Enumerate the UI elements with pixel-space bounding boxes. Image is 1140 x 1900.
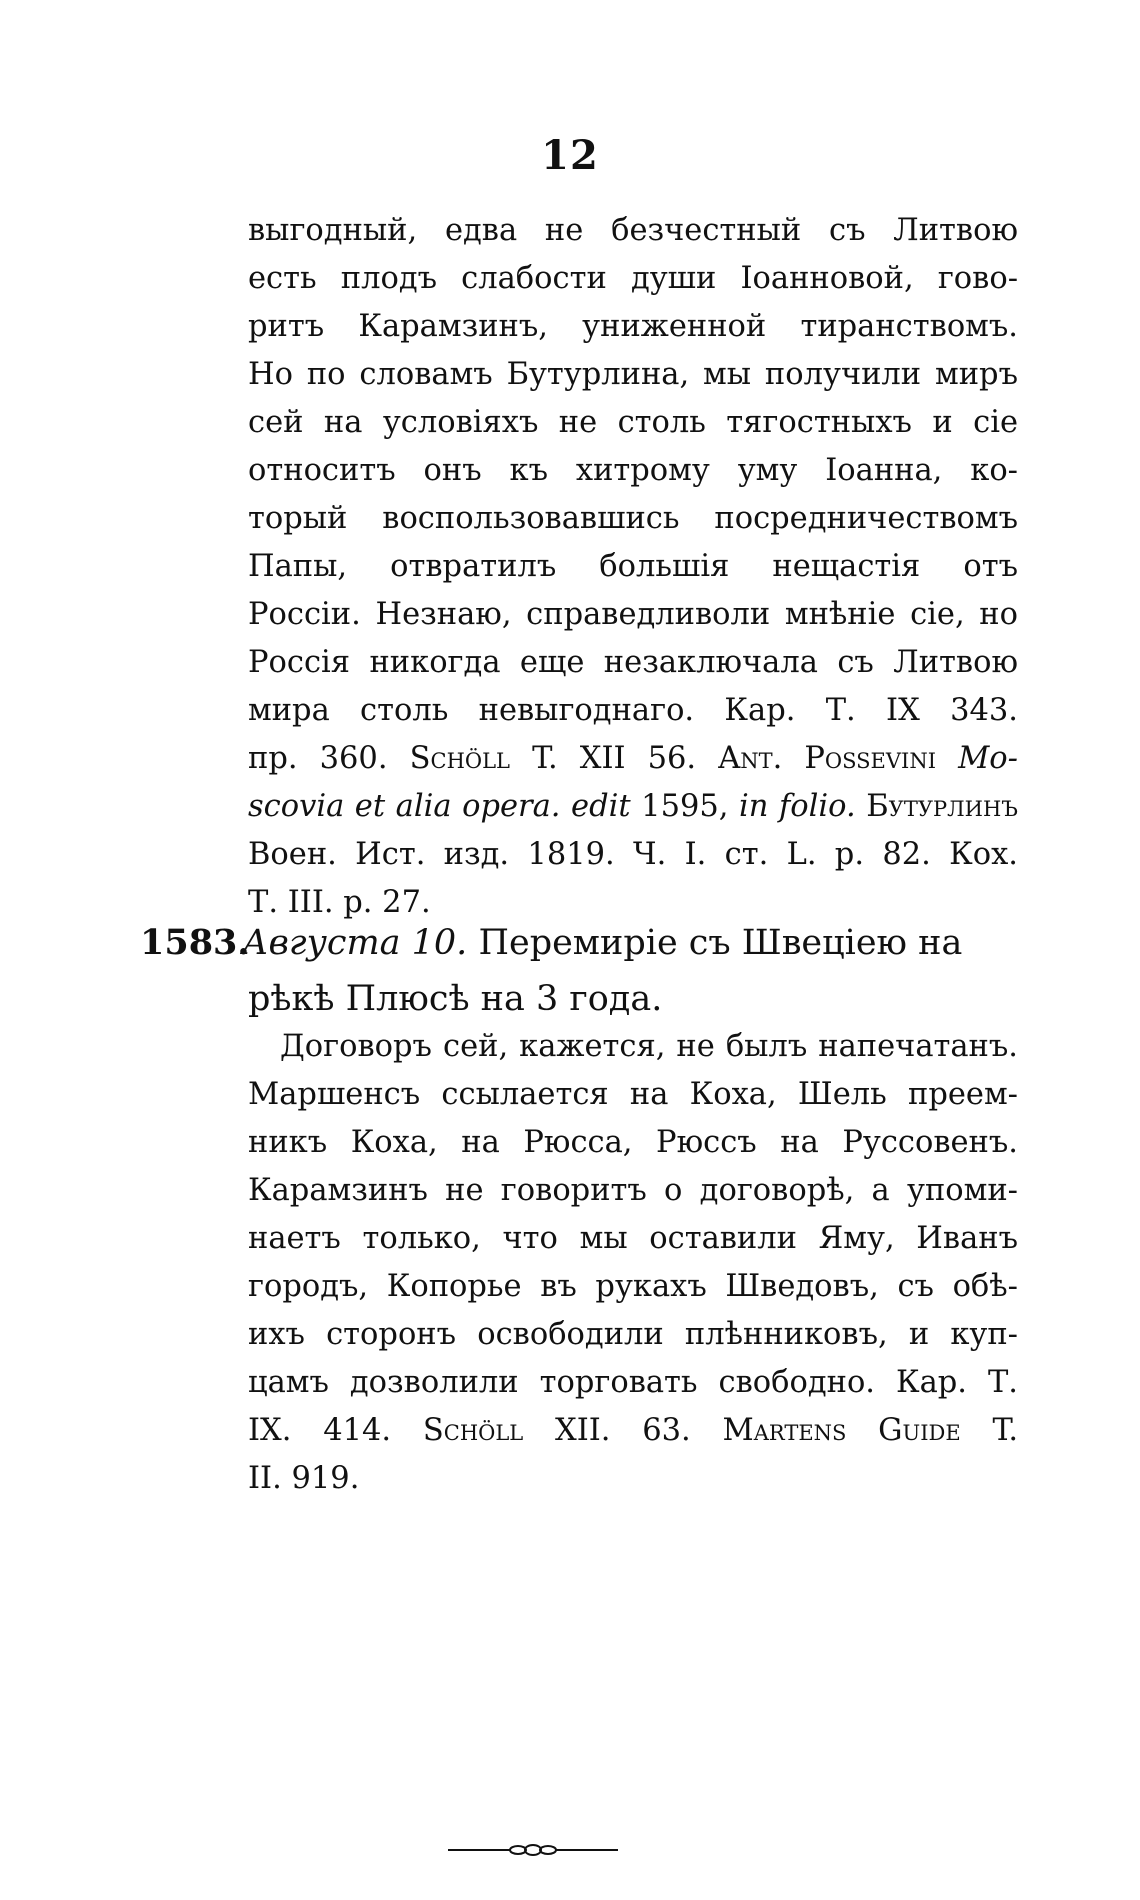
text-line: ихъ сторонъ освободили плѣнниковъ, и куп- [248, 1317, 1018, 1352]
paragraph-2 [248, 1023, 1018, 1503]
text-line: наетъ только, что мы оставили Яму, Иванъ [248, 1221, 1018, 1256]
text-line: Договоръ сей, кажется, не былъ напечатанъ. [280, 1029, 1018, 1064]
text-line: Россія никогда еще незаключала съ Литвою [248, 645, 1018, 680]
author-name: Ant. [718, 741, 783, 776]
ornament-divider-icon [448, 1842, 618, 1858]
entry-heading [140, 915, 1018, 1027]
text-line: Т. III. р. 27. [248, 885, 431, 920]
text-line: Карамзинъ не говоритъ о договорѣ, а упоми- [248, 1173, 1018, 1208]
citation-fragment: T. XII 56. [532, 741, 697, 776]
work-title: Mo- [958, 741, 1018, 776]
work-title: scovia et alia opera. edit [248, 789, 631, 824]
text-line: ритъ Карамзинъ, униженной тиранствомъ. [248, 309, 1018, 344]
entry-heading-line [140, 915, 1018, 971]
paragraph-1 [248, 207, 1018, 927]
author-name: Martens Guide [722, 1413, 961, 1448]
citation-fragment: XII. 63. [555, 1413, 691, 1448]
text-line: цамъ дозволили торговать свободно. Кар. Т. [248, 1365, 1018, 1400]
text-line: городъ, Копорье въ рукахъ Шведовъ, съ обѣ- [248, 1269, 1018, 1304]
citation-fragment: 1595, [641, 789, 729, 824]
text-line: торый воспользовавшись посредничествомъ [248, 501, 1018, 536]
text-line [248, 1407, 1018, 1455]
work-format: in folio. [739, 789, 856, 824]
text-line: Россіи. Незнаю, справедливоли мнѣніе сіе, но [248, 597, 1018, 632]
author-name: Schöll [409, 741, 511, 776]
author-name: Schöll [422, 1413, 524, 1448]
author-name: Possevini [804, 741, 936, 776]
text-line [248, 735, 1018, 783]
citation-fragment: IX. 414. [248, 1413, 392, 1448]
entry-date: Августа 10. [242, 923, 468, 963]
author-name: Бутурлинъ [866, 789, 1018, 824]
text-line: никъ Коха, на Рюсса, Рюссъ на Руссовенъ. [248, 1125, 1018, 1160]
text-line: Воен. Ист. изд. 1819. Ч. I. ст. L. р. 82. Кох. [248, 837, 1018, 872]
text-line: есть плодъ слабости души Іоанновой, гово- [248, 261, 1018, 296]
text-line: Папы, отвратилъ большія нещастія отъ [248, 549, 1018, 584]
citation-fragment: пр. 360. [248, 741, 388, 776]
citation-fragment: T. [992, 1413, 1018, 1448]
entry-year: 1583. [140, 922, 250, 963]
entry-title: Перемиріе съ Швеціею на [478, 923, 963, 963]
text-line: Но по словамъ Бутурлина, мы получили миръ [248, 357, 1018, 392]
entry-heading-line: рѣкѣ Плюсѣ на 3 года. [248, 979, 663, 1019]
text-line: II. 919. [248, 1461, 360, 1496]
text-line [248, 783, 1018, 831]
text-line: выгодный, едва не безчестный съ Литвою [248, 213, 1018, 248]
text-line: мира столь невыгоднаго. Кар. Т. IX 343. [248, 693, 1018, 728]
page-number: 12 [541, 132, 599, 179]
text-line: сей на условіяхъ не столь тягостныхъ и сіе [248, 405, 1018, 440]
text-line: относитъ онъ къ хитрому уму Іоанна, ко- [248, 453, 1018, 488]
text-line: Маршенсъ ссылается на Коха, Шель преем- [248, 1077, 1018, 1112]
